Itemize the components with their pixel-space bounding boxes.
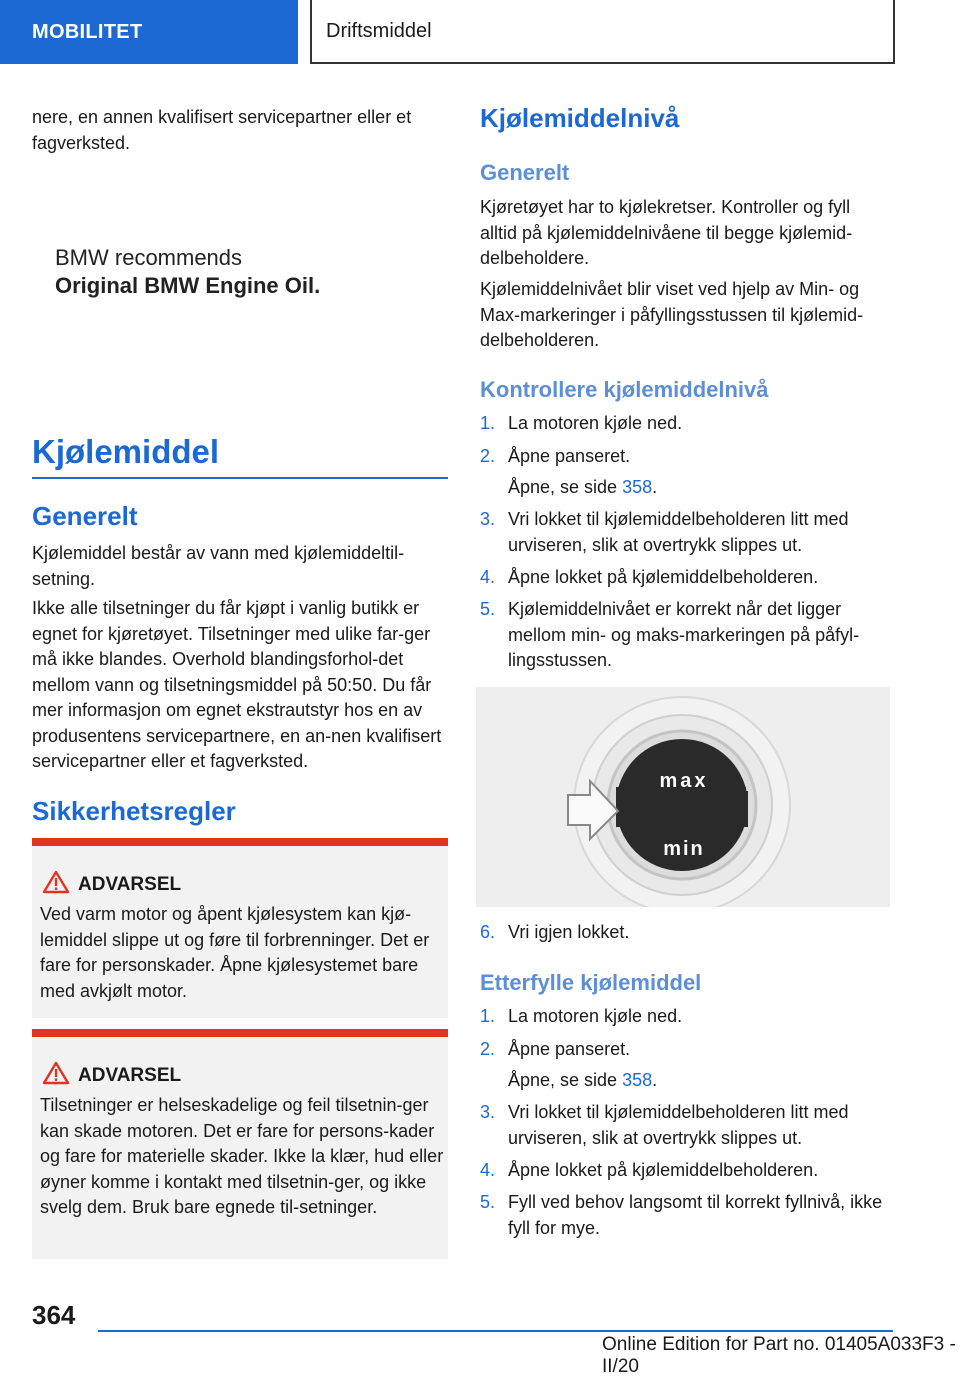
- list-number: 4.: [480, 1160, 496, 1180]
- refill-heading: Etterfylle kjølemiddel: [480, 970, 702, 995]
- list-number: 1.: [480, 1006, 496, 1026]
- warning-title-2: ADVARSEL: [78, 1065, 182, 1086]
- list-text: La motoren kjøle ned.: [508, 413, 683, 433]
- coolant-cap-drawing: [476, 687, 890, 907]
- page-reference: [508, 1068, 892, 1094]
- warning-triangle-icon: [42, 1061, 70, 1085]
- list-text: Kjølemiddelnivået er korrekt når det ligger mellom min- og maks-markeringen på påfyl-lingsstussen.: [508, 599, 860, 670]
- list-text: Vri lokket til kjølemiddelbeholderen litt med urviseren, slik at overtrykk slippes ut.: [508, 1102, 849, 1148]
- right-general-heading: Generelt: [480, 160, 570, 185]
- list-text: Åpne panseret.: [508, 1039, 631, 1059]
- oil-logo-line1: BMW recommends: [55, 245, 243, 270]
- warning-text-1: Ved varm motor og åpent kjølesystem kan kjø-lemiddel slippe ut og føre til forbrenninger. Det er fare for personskader. Åpne kjølesystemet bare med avkjølt motor.: [40, 904, 430, 1001]
- list-number: 3.: [480, 1102, 496, 1122]
- list-number: 2.: [480, 1039, 496, 1059]
- right-general-text-1: Kjøretøyet har to kjølekretser. Kontroller og fyll alltid på kjølemiddelnivåene til begge kjølemid-delbeholdere.: [480, 197, 853, 268]
- coolant-level-heading: Kjølemiddelnivå: [480, 103, 680, 133]
- reference-prefix: Åpne, se side: [508, 477, 623, 497]
- list-text: La motoren kjøle ned.: [508, 1006, 683, 1026]
- max-label: max: [659, 770, 709, 792]
- list-text: Vri igjen lokket.: [508, 922, 630, 942]
- edition-info: Online Edition for Part no. 01405A033F3 - II/20: [602, 1334, 956, 1377]
- safety-heading: Sikkerhetsregler: [32, 796, 236, 826]
- warning-text-2: Tilsetninger er helseskadelige og feil tilsetnin-ger kan skade motoren. Det er fare for persons-kader og fare for materielle skader. Ikke la klær, hud eller øyner komme i kontakt med tilsetnin-ger, og ikke svelg dem. Bruk bare egnede til-setninger.: [40, 1095, 444, 1217]
- list-text: Vri lokket til kjølemiddelbeholderen litt med urviseren, slik at overtrykk slippes ut.: [508, 509, 849, 555]
- section-tab[interactable]: [0, 0, 298, 64]
- warning-triangle-icon: [42, 870, 70, 894]
- intro-text: nere, en annen kvalifisert servicepartner eller et fagverksted.: [32, 107, 412, 153]
- page-number: 364: [32, 1300, 76, 1330]
- general-heading: Generelt: [32, 501, 138, 531]
- list-text: Fyll ved behov langsomt til korrekt fyllnivå, ikke fyll for mye.: [508, 1192, 883, 1238]
- right-general-text-2: Kjølemiddelnivået blir viset ved hjelp av Min- og Max-markeringer i påfyllingsstussen til kjølemid-delbeholderen.: [480, 279, 864, 350]
- min-label: min: [663, 838, 705, 860]
- page-link[interactable]: 358: [622, 477, 653, 497]
- page-link[interactable]: 358: [622, 1070, 653, 1090]
- page-title: Kjølemiddel: [32, 433, 220, 470]
- warning-box-1: [32, 838, 448, 1018]
- warning-title-1: ADVARSEL: [78, 874, 182, 895]
- list-number: 5.: [480, 1192, 496, 1212]
- reference-prefix: Åpne, se side: [508, 1070, 623, 1090]
- title-rule: [32, 477, 448, 479]
- oil-logo-line2: Original BMW Engine Oil.: [55, 273, 321, 298]
- chapter-header: [310, 0, 895, 64]
- list-number: 2.: [480, 446, 496, 466]
- list-number: 4.: [480, 567, 496, 587]
- list-text: Åpne lokket på kjølemiddelbeholderen.: [508, 1160, 819, 1180]
- list-number: 3.: [480, 509, 496, 529]
- section-label: MOBILITET: [32, 20, 143, 43]
- reference-suffix: .: [652, 1070, 658, 1090]
- list-number: 5.: [480, 599, 496, 619]
- chapter-label: Driftsmiddel: [326, 19, 432, 42]
- check-level-heading: Kontrollere kjølemiddelnivå: [480, 377, 769, 402]
- coolant-cap-illustration: [476, 687, 890, 907]
- list-number: 6.: [480, 922, 496, 942]
- general-text-1: Kjølemiddel består av vann med kjølemiddeltil-setning.: [32, 543, 405, 589]
- reference-suffix: .: [652, 477, 658, 497]
- list-number: 1.: [480, 413, 496, 433]
- oil-logo: [55, 245, 320, 299]
- list-text: Åpne lokket på kjølemiddelbeholderen.: [508, 567, 819, 587]
- list-text: Åpne panseret.: [508, 446, 631, 466]
- general-text-2: Ikke alle tilsetninger du får kjøpt i vanlig butikk er egnet for kjøretøyet. Tilsetninger med ulike far-ger må ikke blandes. Overhold blandingsforhol-det mellom vann og tilsetningsmiddel på 50:50. Du får mer informasjon om egnet ekstrautstyr hos en av produsentens servicepartnere, en an-nen kvalifisert servicepartner eller et fagverksted.: [32, 598, 442, 771]
- warning-box-2: [32, 1029, 448, 1259]
- footer-rule: [98, 1330, 893, 1332]
- page-reference: [508, 475, 892, 501]
